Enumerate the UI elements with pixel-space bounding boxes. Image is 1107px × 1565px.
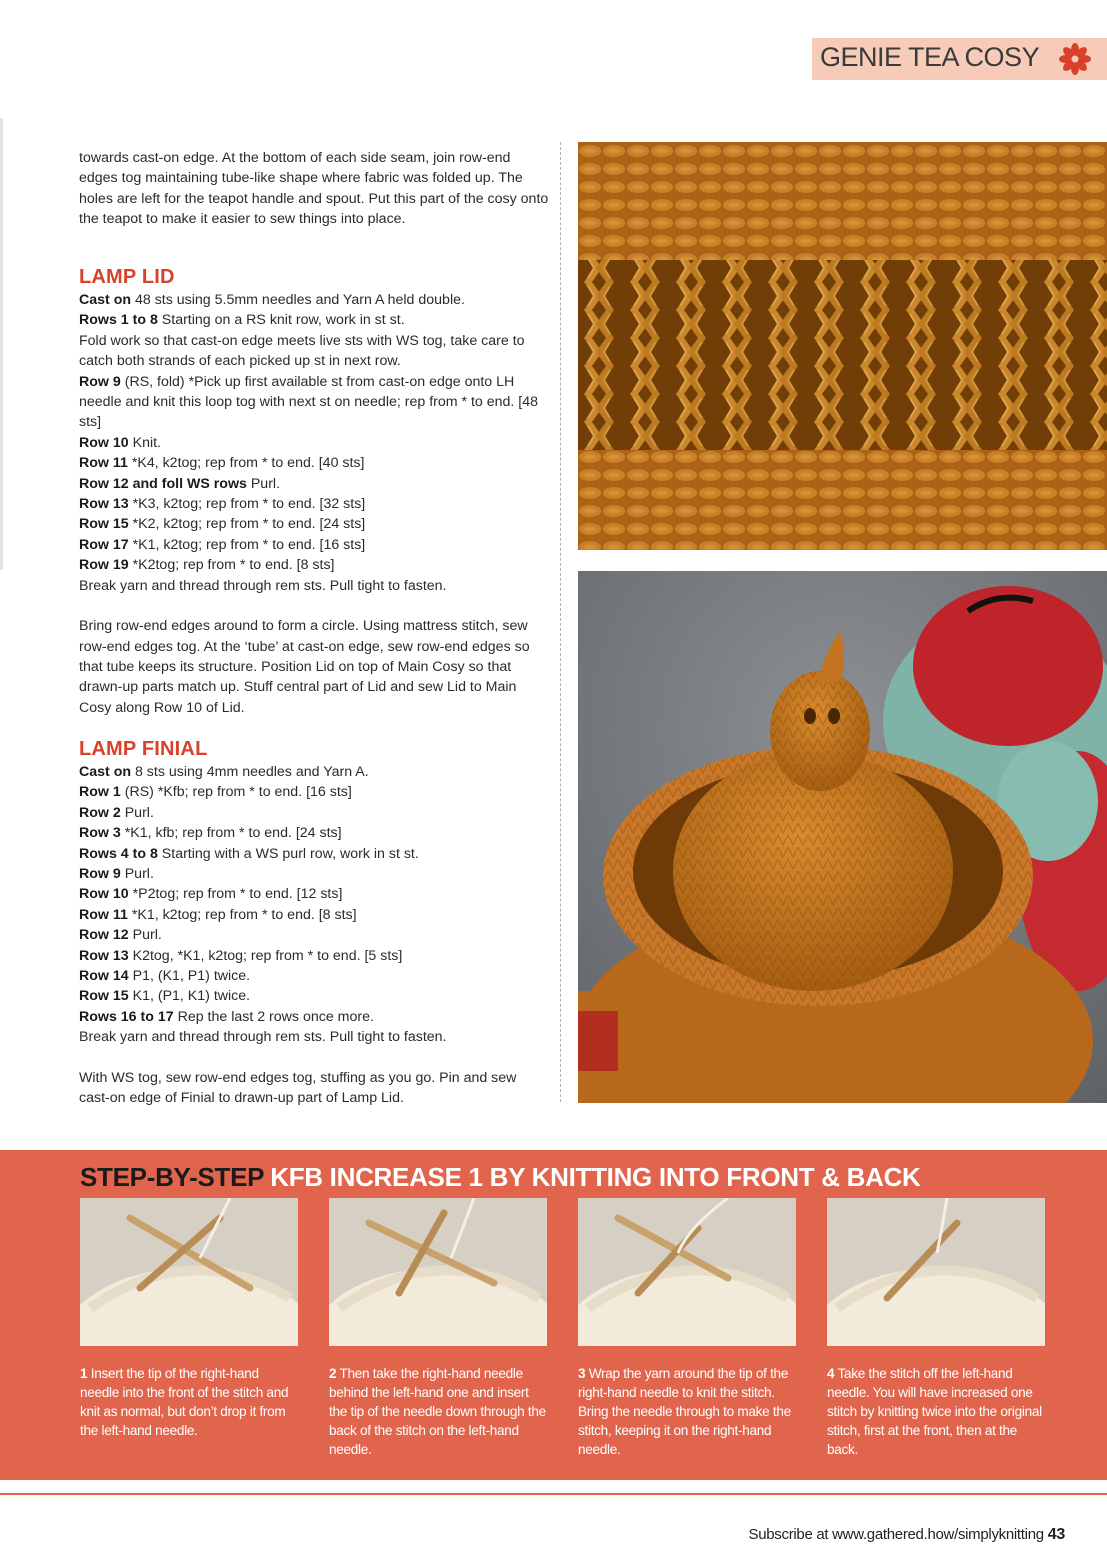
footer (749, 1526, 1066, 1544)
instruction-row: Row 10 Knit. (79, 434, 162, 451)
step-2-photo (329, 1198, 547, 1346)
step-by-step-label: STEP-BY-STEP (80, 1162, 265, 1192)
instruction-row: Fold work so that cast-on edge meets live sts with WS tog, take care to catch both strands of each picked up st in next row. (79, 332, 525, 370)
lamp-lid-section (79, 264, 551, 718)
genie-lamp-cosy-photo (578, 571, 1107, 1103)
instruction-row: Row 3 *K1, kfb; rep from * to end. [24 sts] (79, 825, 342, 842)
instruction-row: Row 10 *P2tog; rep from * to end. [12 sts] (79, 886, 343, 903)
instruction-row: Row 13 K2tog, *K1, k2tog; rep from * to end. [5 sts] (79, 947, 403, 964)
lamp-lid-heading: LAMP LID (79, 266, 175, 288)
margin-accent-bar (0, 118, 3, 570)
step-1-caption: 1 Insert the tip of the right-hand needle into the front of the stitch and knit as normal, but don’t drop it from the left-hand needle. (80, 1366, 289, 1438)
step-4-photo (827, 1198, 1045, 1346)
instruction-row: Break yarn and thread through rem sts. Pull tight to fasten. (79, 1029, 447, 1046)
instruction-row: Row 2 Purl. (79, 804, 154, 821)
page-number: 43 (1047, 1526, 1065, 1543)
step-by-step-heading: KFB INCREASE 1 BY KNITTING INTO FRONT & BACK (270, 1162, 921, 1192)
subscribe-link[interactable]: Subscribe at www.gathered.how/simplyknitting (748, 1526, 1044, 1543)
lamp-lid-rows (79, 290, 551, 596)
lamp-lid-finishing: Bring row-end edges around to form a circle. Using mattress stitch, sew row-end edges tog. At the ‘tube’ at cast-on edge, sew row-end edges so that tube keeps its structure. Position Lid on top of Main Cosy so that drawn-up parts match up. Stuff central part of Lid and sew Lid to Main Cosy along Row 10 of Lid. (79, 618, 530, 716)
instruction-row: Row 9 Purl. (79, 866, 154, 883)
lamp-finial-rows (79, 762, 551, 1048)
step-by-step-title (80, 1162, 921, 1193)
intro-paragraph: towards cast-on edge. At the bottom of each side seam, join row-end edges tog maintaining tube-like shape where fabric was folded up. The holes are left for the teapot handle and spout. Put this part of the cosy onto the teapot to make it easier to sew things into place. (79, 150, 549, 228)
step-3-photo (578, 1198, 796, 1346)
instruction-row: Row 9 (RS, fold) *Pick up first available st from cast-on edge onto LH needle and knit this loop tog with next st on needle; rep from * to end. [48 sts] (79, 373, 539, 431)
step-4-caption: 4 Take the stitch off the left-hand needle. You will have increased one stitch by knitting twice into the original stitch, first at the front, then at the back. (827, 1366, 1042, 1457)
lamp-finial-heading: LAMP FINIAL (79, 738, 208, 760)
step-3-caption: 3 Wrap the yarn around the tip of the right-hand needle to knit the stitch. Bring the needle through to make the stitch, keeping it on the right-hand needle. (578, 1366, 791, 1457)
step-2-caption: 2 Then take the right-hand needle behind the left-hand one and insert the tip of the needle down through the back of the stitch on the left-hand needle. (329, 1366, 546, 1457)
flower-icon (1058, 42, 1092, 76)
step-by-step-panel (0, 1150, 1107, 1480)
instruction-row: Row 15 K1, (P1, K1) twice. (79, 988, 251, 1005)
instruction-row: Rows 1 to 8 Starting on a RS knit row, work in st st. (79, 312, 405, 329)
instruction-row: Row 19 *K2tog; rep from * to end. [8 sts] (79, 557, 335, 574)
section-title: GENIE TEA COSY (820, 42, 1040, 72)
lamp-finial-section (79, 736, 551, 1109)
instruction-row: Row 17 *K1, k2tog; rep from * to end. [16 sts] (79, 536, 366, 553)
instruction-row: Rows 16 to 17 Rep the last 2 rows once more. (79, 1008, 374, 1025)
intro-block (79, 148, 551, 230)
instruction-row: Row 1 (RS) *Kfb; rep from * to end. [16 sts] (79, 784, 352, 801)
instruction-row: Break yarn and thread through rem sts. Pull tight to fasten. (79, 577, 447, 594)
instruction-row: Cast on 48 sts using 5.5mm needles and Yarn A held double. (79, 292, 465, 308)
footer-rule (0, 1493, 1107, 1495)
instruction-row: Row 12 Purl. (79, 927, 162, 944)
instruction-row: Row 15 *K2, k2tog; rep from * to end. [24 sts] (79, 516, 366, 533)
instruction-row: Rows 4 to 8 Starting with a WS purl row, work in st st. (79, 845, 419, 862)
column-divider (560, 142, 561, 1102)
instruction-row: Row 12 and foll WS rows Purl. (79, 475, 281, 492)
instruction-row: Row 14 P1, (K1, P1) twice. (79, 968, 251, 985)
step-1-photo (80, 1198, 298, 1346)
instruction-row: Row 11 *K4, k2tog; rep from * to end. [40 sts] (79, 455, 365, 472)
section-header-tab (812, 38, 1107, 80)
instruction-row: Row 11 *K1, k2tog; rep from * to end. [8 sts] (79, 906, 357, 923)
ribbed-knit-photo (578, 142, 1107, 550)
instruction-row: Cast on 8 sts using 4mm needles and Yarn A. (79, 764, 369, 780)
instruction-row: Row 13 *K3, k2tog; rep from * to end. [32 sts] (79, 496, 366, 513)
lamp-finial-finishing: With WS tog, sew row-end edges tog, stuffing as you go. Pin and sew cast-on edge of Finial to drawn-up part of Lamp Lid. (79, 1069, 517, 1107)
